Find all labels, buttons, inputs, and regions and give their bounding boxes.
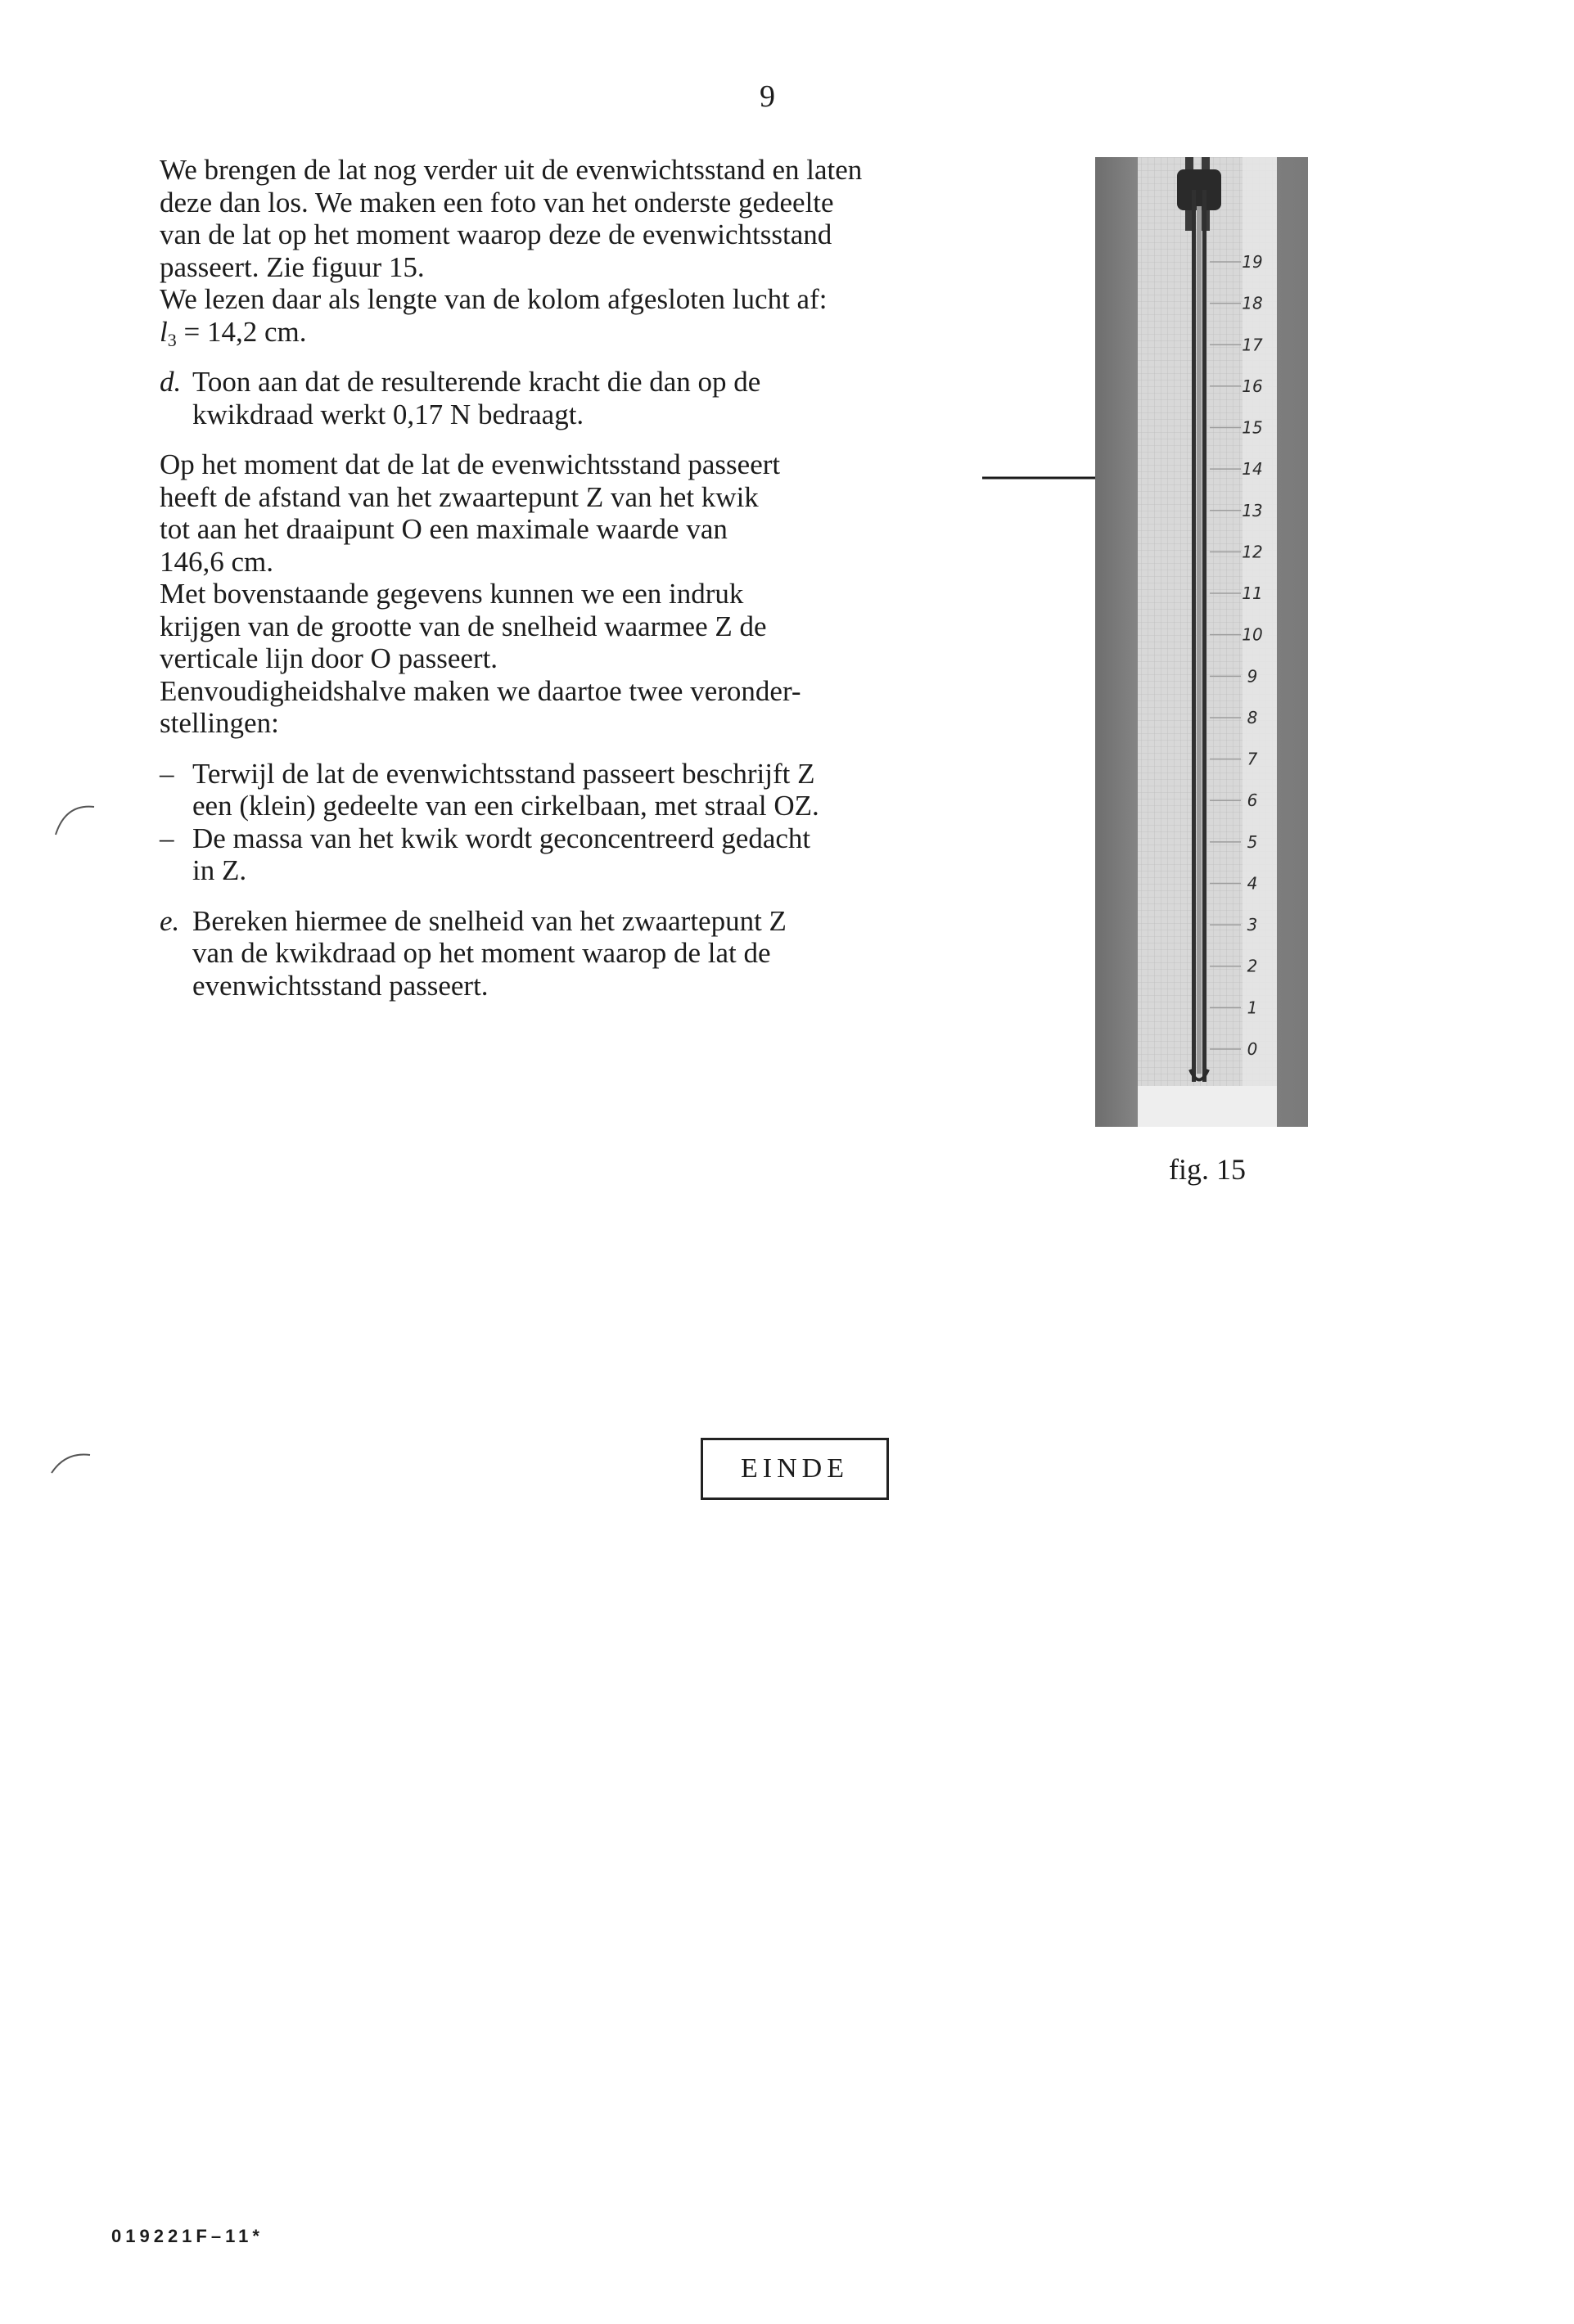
measurement-value: = 14,2 cm. (176, 315, 307, 348)
para2-line: verticale lijn door O passeert. (160, 642, 498, 674)
intro-line: We brengen de lat nog verder uit de evenwichtsstand en laten (160, 154, 863, 186)
scale-label: 3 (1247, 915, 1258, 935)
figure-15-photo (1095, 157, 1308, 1127)
scale-label: 6 (1247, 790, 1258, 811)
end-label: EINDE (701, 1438, 889, 1500)
scale-label: 15 (1242, 417, 1263, 438)
dash-mark: – (160, 757, 174, 790)
scale-label: 0 (1247, 1039, 1258, 1059)
measurement-symbol: l (160, 315, 168, 348)
margin-mark-icon (45, 1448, 94, 1481)
margin-mark-icon (49, 800, 98, 841)
para2-line: tot aan het draaipunt O een maximale waarde van (160, 513, 728, 545)
footer-code: 019221F–11* (111, 2226, 264, 2246)
scale-label: 2 (1247, 956, 1258, 976)
intro-line: deze dan los. We maken een foto van het onderste gedeelte (160, 186, 834, 218)
para2-line: stellingen: (160, 707, 279, 739)
question-e-label: e. (160, 904, 180, 937)
scale-label: 14 (1242, 459, 1263, 480)
assumption-line: een (klein) gedeelte van een cirkelbaan, met straal OZ. (192, 790, 819, 822)
para2-line: heeft de afstand van het zwaartepunt Z van het kwik (160, 480, 759, 513)
scale-label: 12 (1242, 542, 1263, 562)
para2-line: krijgen van de grootte van de snelheid waarmee Z de (160, 610, 767, 642)
assumption-item (160, 822, 978, 887)
paragraph-2 (160, 448, 978, 740)
para2-line: 146,6 cm. (160, 545, 274, 578)
para2-line: Op het moment dat de lat de evenwichtsstand passeert (160, 448, 781, 480)
text-block (160, 154, 978, 1002)
intro-line: passeert. Zie figuur 15. (160, 250, 425, 283)
measurement-subscript: 3 (167, 329, 177, 350)
question-d-line: Toon aan dat de resulterende kracht die dan op de (192, 366, 761, 398)
question-e-line: evenwichtsstand passeert. (192, 969, 489, 1002)
question-d (160, 366, 978, 430)
assumption-line: in Z. (192, 854, 247, 886)
question-e-line: van de kwikdraad op het moment waarop de lat de (192, 937, 771, 969)
question-e-line: Bereken hiermee de snelheid van het zwaartepunt Z (192, 904, 787, 937)
scale-label: 16 (1242, 376, 1263, 396)
scale-label: 5 (1247, 831, 1258, 852)
scale-label: 18 (1242, 293, 1263, 313)
scale-label: 13 (1242, 500, 1263, 520)
assumption-line: De massa van het kwik wordt geconcentreerd gedacht (192, 822, 811, 854)
scale-label: 10 (1242, 624, 1263, 645)
intro-line: We lezen daar als lengte van de kolom afgesloten lucht af: (160, 283, 828, 315)
scale-label: 19 (1242, 252, 1263, 272)
assumption-line: Terwijl de lat de evenwichtsstand passeert beschrijft Z (192, 757, 815, 790)
question-e (160, 905, 978, 1002)
scale-label: 7 (1247, 749, 1258, 769)
question-d-label: d. (160, 366, 182, 398)
scale-label: 9 (1247, 666, 1258, 687)
scale-label: 11 (1242, 583, 1263, 604)
figure-caption: fig. 15 (1169, 1153, 1246, 1186)
para2-line: Met bovenstaande gegevens kunnen we een indruk (160, 578, 744, 610)
dash-mark: – (160, 822, 174, 854)
page-number: 9 (760, 79, 775, 114)
scale-label: 8 (1247, 707, 1258, 727)
question-d-line: kwikdraad werkt 0,17 N bedraagt. (192, 398, 584, 430)
scale-label: 4 (1247, 873, 1258, 894)
intro-line: van de lat op het moment waarop deze de evenwichtsstand (160, 218, 832, 250)
scale-label: 1 (1247, 998, 1258, 1018)
measurement (160, 316, 978, 349)
assumption-item (160, 758, 978, 822)
para2-line: Eenvoudigheidshalve maken we daartoe twee veronder- (160, 674, 801, 707)
scale-label: 17 (1242, 335, 1263, 355)
